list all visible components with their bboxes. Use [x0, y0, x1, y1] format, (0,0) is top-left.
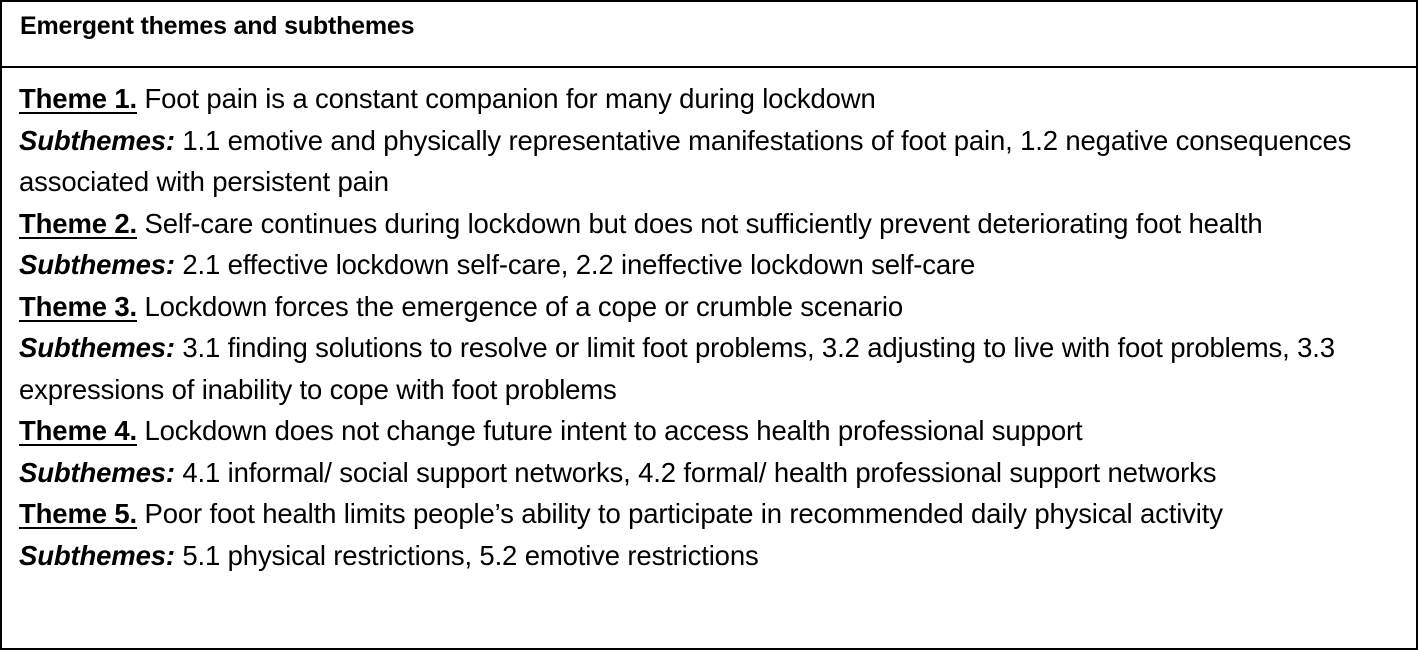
- subthemes-5-row: [19, 535, 1404, 577]
- theme-5-label: Theme 5.: [19, 498, 138, 529]
- subthemes-2-text: 2.1 effective lockdown self-care, 2.2 ineffective lockdown self-care: [174, 249, 976, 280]
- subthemes-4-text: 4.1 informal/ social support networks, 4.2 formal/ health professional support networks: [174, 456, 1217, 488]
- subthemes-2-row: [19, 244, 1404, 286]
- subthemes-2-label: Subthemes:: [19, 249, 175, 280]
- theme-4-text: Lockdown does not change future intent to access health professional support: [137, 415, 1083, 446]
- subthemes-4-label: Subthemes:: [19, 456, 175, 488]
- subthemes-3-label: Subthemes:: [19, 332, 175, 363]
- theme-3-row: [19, 286, 1404, 328]
- theme-5-row: [19, 493, 1404, 535]
- subthemes-1-text: 1.1 emotive and physically representative manifestations of foot pain, 1.2 negative consequences associated with persistent pain: [19, 124, 1352, 197]
- theme-1-label: Theme 1.: [19, 83, 138, 114]
- theme-2-label: Theme 2.: [19, 207, 138, 239]
- table-header: Emergent themes and subthemes: [2, 2, 1416, 68]
- table-body-cell: [2, 68, 1416, 576]
- subthemes-5-label: Subthemes:: [19, 539, 175, 571]
- subthemes-3-text: 3.1 finding solutions to resolve or limit foot problems, 3.2 adjusting to live with foot problems, 3.3 expressions of inability to cope with foot problems: [19, 332, 1335, 405]
- subthemes-5-text: 5.1 physical restrictions, 5.2 emotive restrictions: [174, 539, 759, 571]
- subthemes-1-row: [19, 120, 1404, 203]
- subthemes-3-row: [19, 327, 1404, 410]
- subthemes-1-label: Subthemes:: [19, 124, 175, 156]
- theme-1-text: Foot pain is a constant companion for many during lockdown: [137, 83, 876, 114]
- subthemes-4-row: [19, 452, 1404, 494]
- theme-4-label: Theme 4.: [19, 415, 138, 446]
- theme-2-row: [19, 203, 1404, 245]
- theme-5-text: Poor foot health limits people’s ability to participate in recommended daily physical activity: [137, 498, 1223, 529]
- theme-2-text: Self-care continues during lockdown but does not sufficiently prevent deteriorating foot health: [137, 207, 1263, 239]
- theme-1-row: [19, 78, 1404, 120]
- theme-3-text: Lockdown forces the emergence of a cope or crumble scenario: [137, 290, 904, 322]
- theme-4-row: [19, 410, 1404, 452]
- theme-3-label: Theme 3.: [19, 290, 138, 322]
